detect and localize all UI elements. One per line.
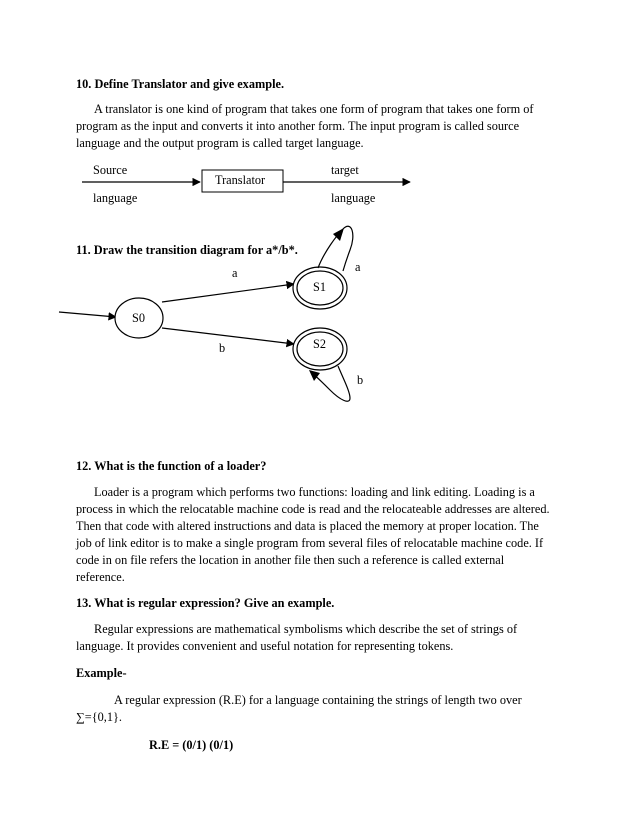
q10-heading: 10. Define Translator and give example.: [76, 77, 285, 91]
loop-s2: [312, 366, 350, 401]
state-s1-label: S1: [313, 280, 326, 294]
translator-box-label: Translator: [215, 173, 266, 187]
edge-s0-s2-label: b: [219, 341, 226, 355]
example-line-1: A regular expression (R.E) for a language containing the strings of length two over: [114, 693, 522, 707]
q13-line-1: Regular expressions are mathematical symbolisms which describe the set of strings of: [94, 622, 518, 636]
q12-line-3: Then that code with altered instructions and data is placed the memory at proper location. The: [76, 519, 539, 533]
translator-target-top: target: [331, 163, 359, 177]
loop-s2-label: b: [357, 373, 364, 387]
q13-paragraph: [76, 621, 562, 655]
example-paragraph: [76, 692, 562, 726]
q13-heading: 13. What is regular expression? Give an example.: [76, 596, 335, 610]
q13-line-2: language. It provides convenient and useful notation for representing tokens.: [76, 639, 454, 653]
q12-line-2: process in which the relocatable machine code is read and the relocateable addresses are altered.: [76, 502, 550, 516]
q12-heading: 12. What is the function of a loader?: [76, 459, 267, 473]
state-s0-label: S0: [132, 311, 145, 325]
q11-heading: 11. Draw the transition diagram for a*/b*.: [76, 243, 298, 257]
regex-formula: R.E = (0/1) (0/1): [149, 738, 234, 752]
example-line-2: ∑={0,1}.: [76, 710, 122, 724]
state-s2-label: S2: [313, 337, 326, 351]
translator-source-top: Source: [93, 163, 128, 177]
start-arrow: [59, 312, 116, 317]
q10-line-1: A translator is one kind of program that takes one form of program that takes one form of: [94, 102, 534, 116]
q12-line-6: reference.: [76, 570, 125, 584]
edge-s0-s2: [162, 328, 294, 344]
q12-line-4: job of link editor is to make a single program from several files of relocatable machine code. If: [76, 536, 544, 550]
q12-line-5: code in on file refers the location in another file then such a reference is called external: [76, 553, 505, 567]
example-label: Example-: [76, 666, 127, 680]
q10-line-2: program as the input and converts it into another form. The input program is called source: [76, 119, 520, 133]
q12-paragraph: [76, 484, 562, 586]
q12-line-1: Loader is a program which performs two functions: loading and link editing. Loading is a: [94, 485, 535, 499]
edge-s0-s1: [162, 284, 294, 302]
q10-line-3: language and the output program is called target language.: [76, 136, 364, 150]
edge-s0-s1-label: a: [232, 266, 238, 280]
loop-s1-label: a: [355, 260, 361, 274]
translator-target-bottom: language: [331, 191, 376, 205]
translator-source-bottom: language: [93, 191, 138, 205]
